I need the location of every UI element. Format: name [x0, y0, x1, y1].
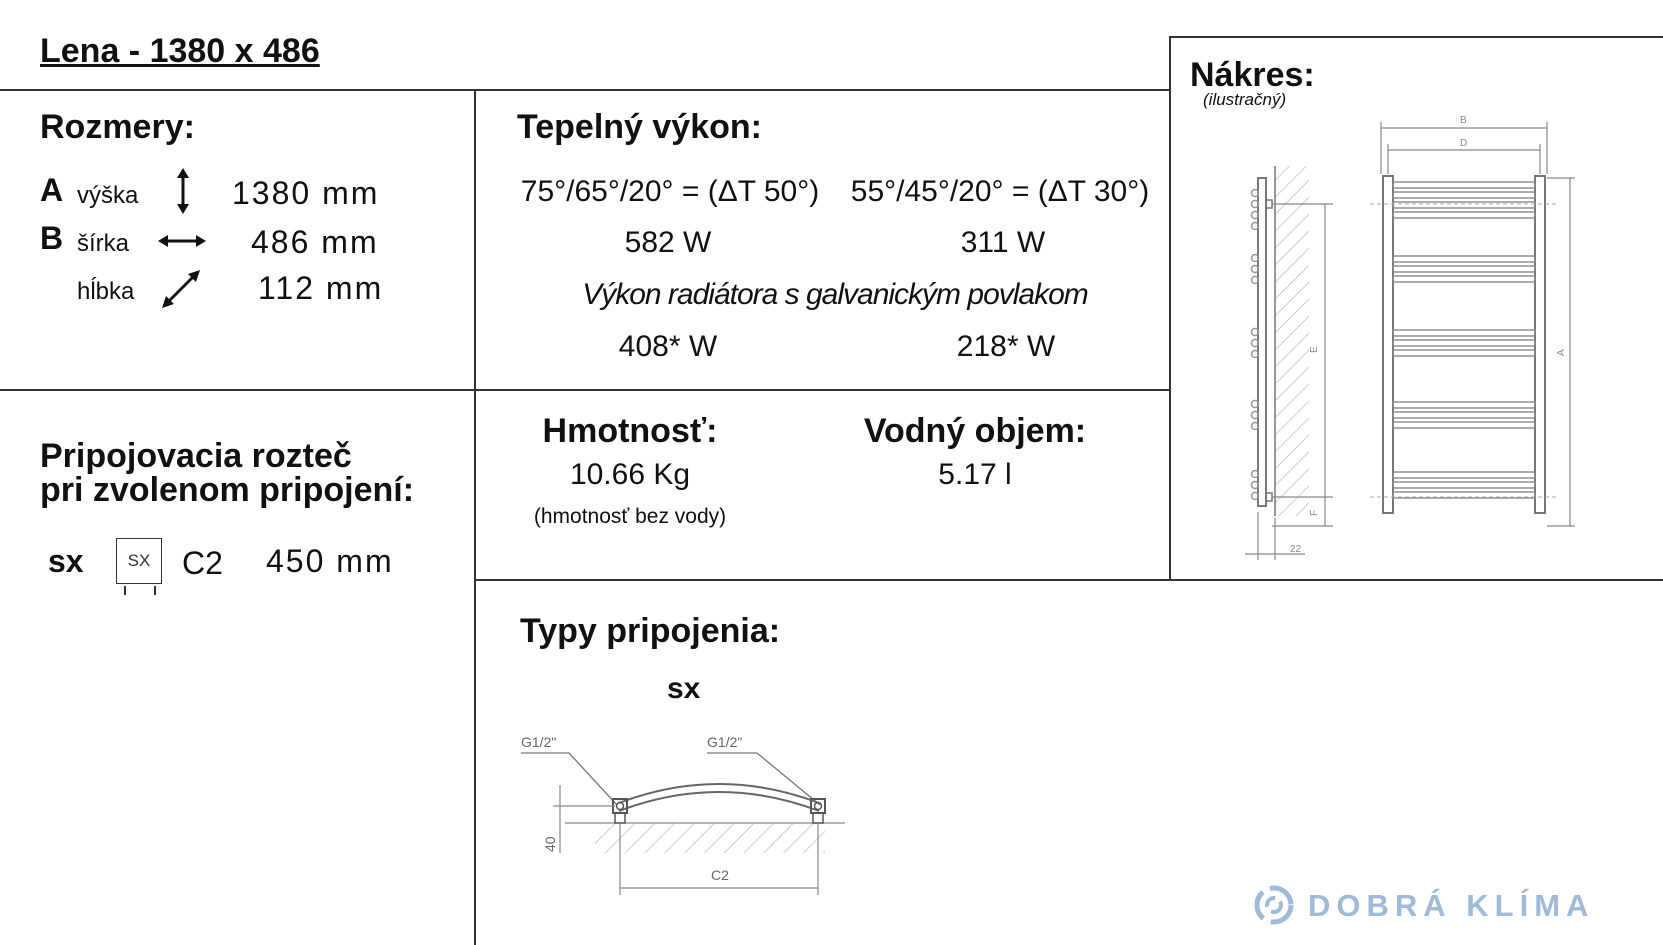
connection-types-heading: Typy pripojenia:	[520, 612, 781, 650]
dim-label-d: D	[1460, 138, 1468, 149]
dimension-value-depth: 112 mm	[258, 270, 384, 306]
dim-label-e: E	[1309, 346, 1320, 353]
connection-type: sx	[48, 543, 84, 579]
dimension-label-height: výška	[77, 182, 139, 209]
height-label-40: 40	[542, 836, 558, 852]
thermal-heading: Tepelný výkon:	[517, 108, 762, 146]
thermal-col1-galvanic: 408* W	[618, 330, 718, 363]
weight-note: (hmotnosť bez vody)	[533, 505, 727, 528]
divider-drawing-top	[1169, 36, 1663, 38]
dimension-value-height: 1380 mm	[232, 175, 380, 211]
spacing-label-c2: C2	[711, 867, 729, 883]
spacing-heading-line2: pri zvolenom pripojení:	[40, 471, 415, 509]
dobra-klima-logo-icon	[1253, 884, 1295, 926]
thermal-col2-value: 311 W	[960, 226, 1046, 259]
dim-label-a: A	[1556, 349, 1567, 356]
volume-heading: Vodný objem:	[863, 412, 1087, 450]
weight-heading: Hmotnosť:	[542, 412, 718, 450]
dimension-letter-a: A	[40, 172, 64, 208]
connection-types-sx: sx	[667, 672, 701, 705]
radiator-drawing	[1245, 108, 1575, 568]
divider-lower	[474, 579, 1663, 581]
spacing-heading-line1: Pripojovacia rozteč	[40, 437, 352, 475]
connection-spacing-value: 450 mm	[266, 543, 394, 579]
vertical-arrow-icon	[170, 168, 196, 214]
page-title: Lena - 1380 x 486	[40, 32, 320, 70]
drawing-subheading: (ilustračný)	[1203, 90, 1287, 109]
dobra-klima-logo-text: DOBRÁ KLÍMA	[1308, 888, 1595, 923]
dim-label-depth: 22	[1290, 544, 1302, 555]
thread-label-left: G1/2"	[521, 734, 557, 750]
dimension-label-width: šírka	[77, 230, 130, 257]
divider-drawing-left	[1169, 36, 1171, 580]
divider-middle	[0, 389, 1170, 391]
connection-type-icon	[116, 538, 162, 584]
thermal-col2-header: 55°/45°/20° = (ΔT 30°)	[850, 175, 1150, 208]
dimension-letter-b: B	[40, 220, 64, 256]
dimensions-heading: Rozmery:	[40, 108, 195, 146]
dim-label-f: F	[1309, 509, 1320, 516]
divider-title	[0, 89, 1170, 91]
dim-label-b: B	[1460, 115, 1467, 126]
drawing-heading: Nákres:	[1190, 56, 1315, 94]
connection-type-icon-label: SX	[127, 551, 151, 570]
thermal-col1-header: 75°/65°/20° = (ΔT 50°)	[520, 175, 820, 208]
horizontal-arrow-icon	[158, 230, 206, 252]
connection-code: C2	[182, 545, 223, 581]
thermal-col2-galvanic: 218* W	[956, 330, 1056, 363]
dimension-value-width: 486 mm	[251, 224, 379, 260]
connection-sx-drawing	[515, 725, 845, 905]
dimension-label-depth: hĺbka	[77, 278, 135, 305]
thermal-col1-value: 582 W	[624, 226, 712, 259]
connection-type-icon-leg-left	[124, 586, 126, 595]
diagonal-arrow-icon	[160, 268, 202, 310]
weight-value: 10.66 Kg	[569, 458, 691, 491]
galvanic-note: Výkon radiátora s galvanickým povlakom	[582, 278, 1088, 311]
thread-label-right: G1/2"	[707, 734, 743, 750]
connection-type-icon-leg-right	[154, 586, 156, 595]
divider-left-column	[474, 89, 476, 945]
volume-value: 5.17 l	[938, 458, 1012, 491]
